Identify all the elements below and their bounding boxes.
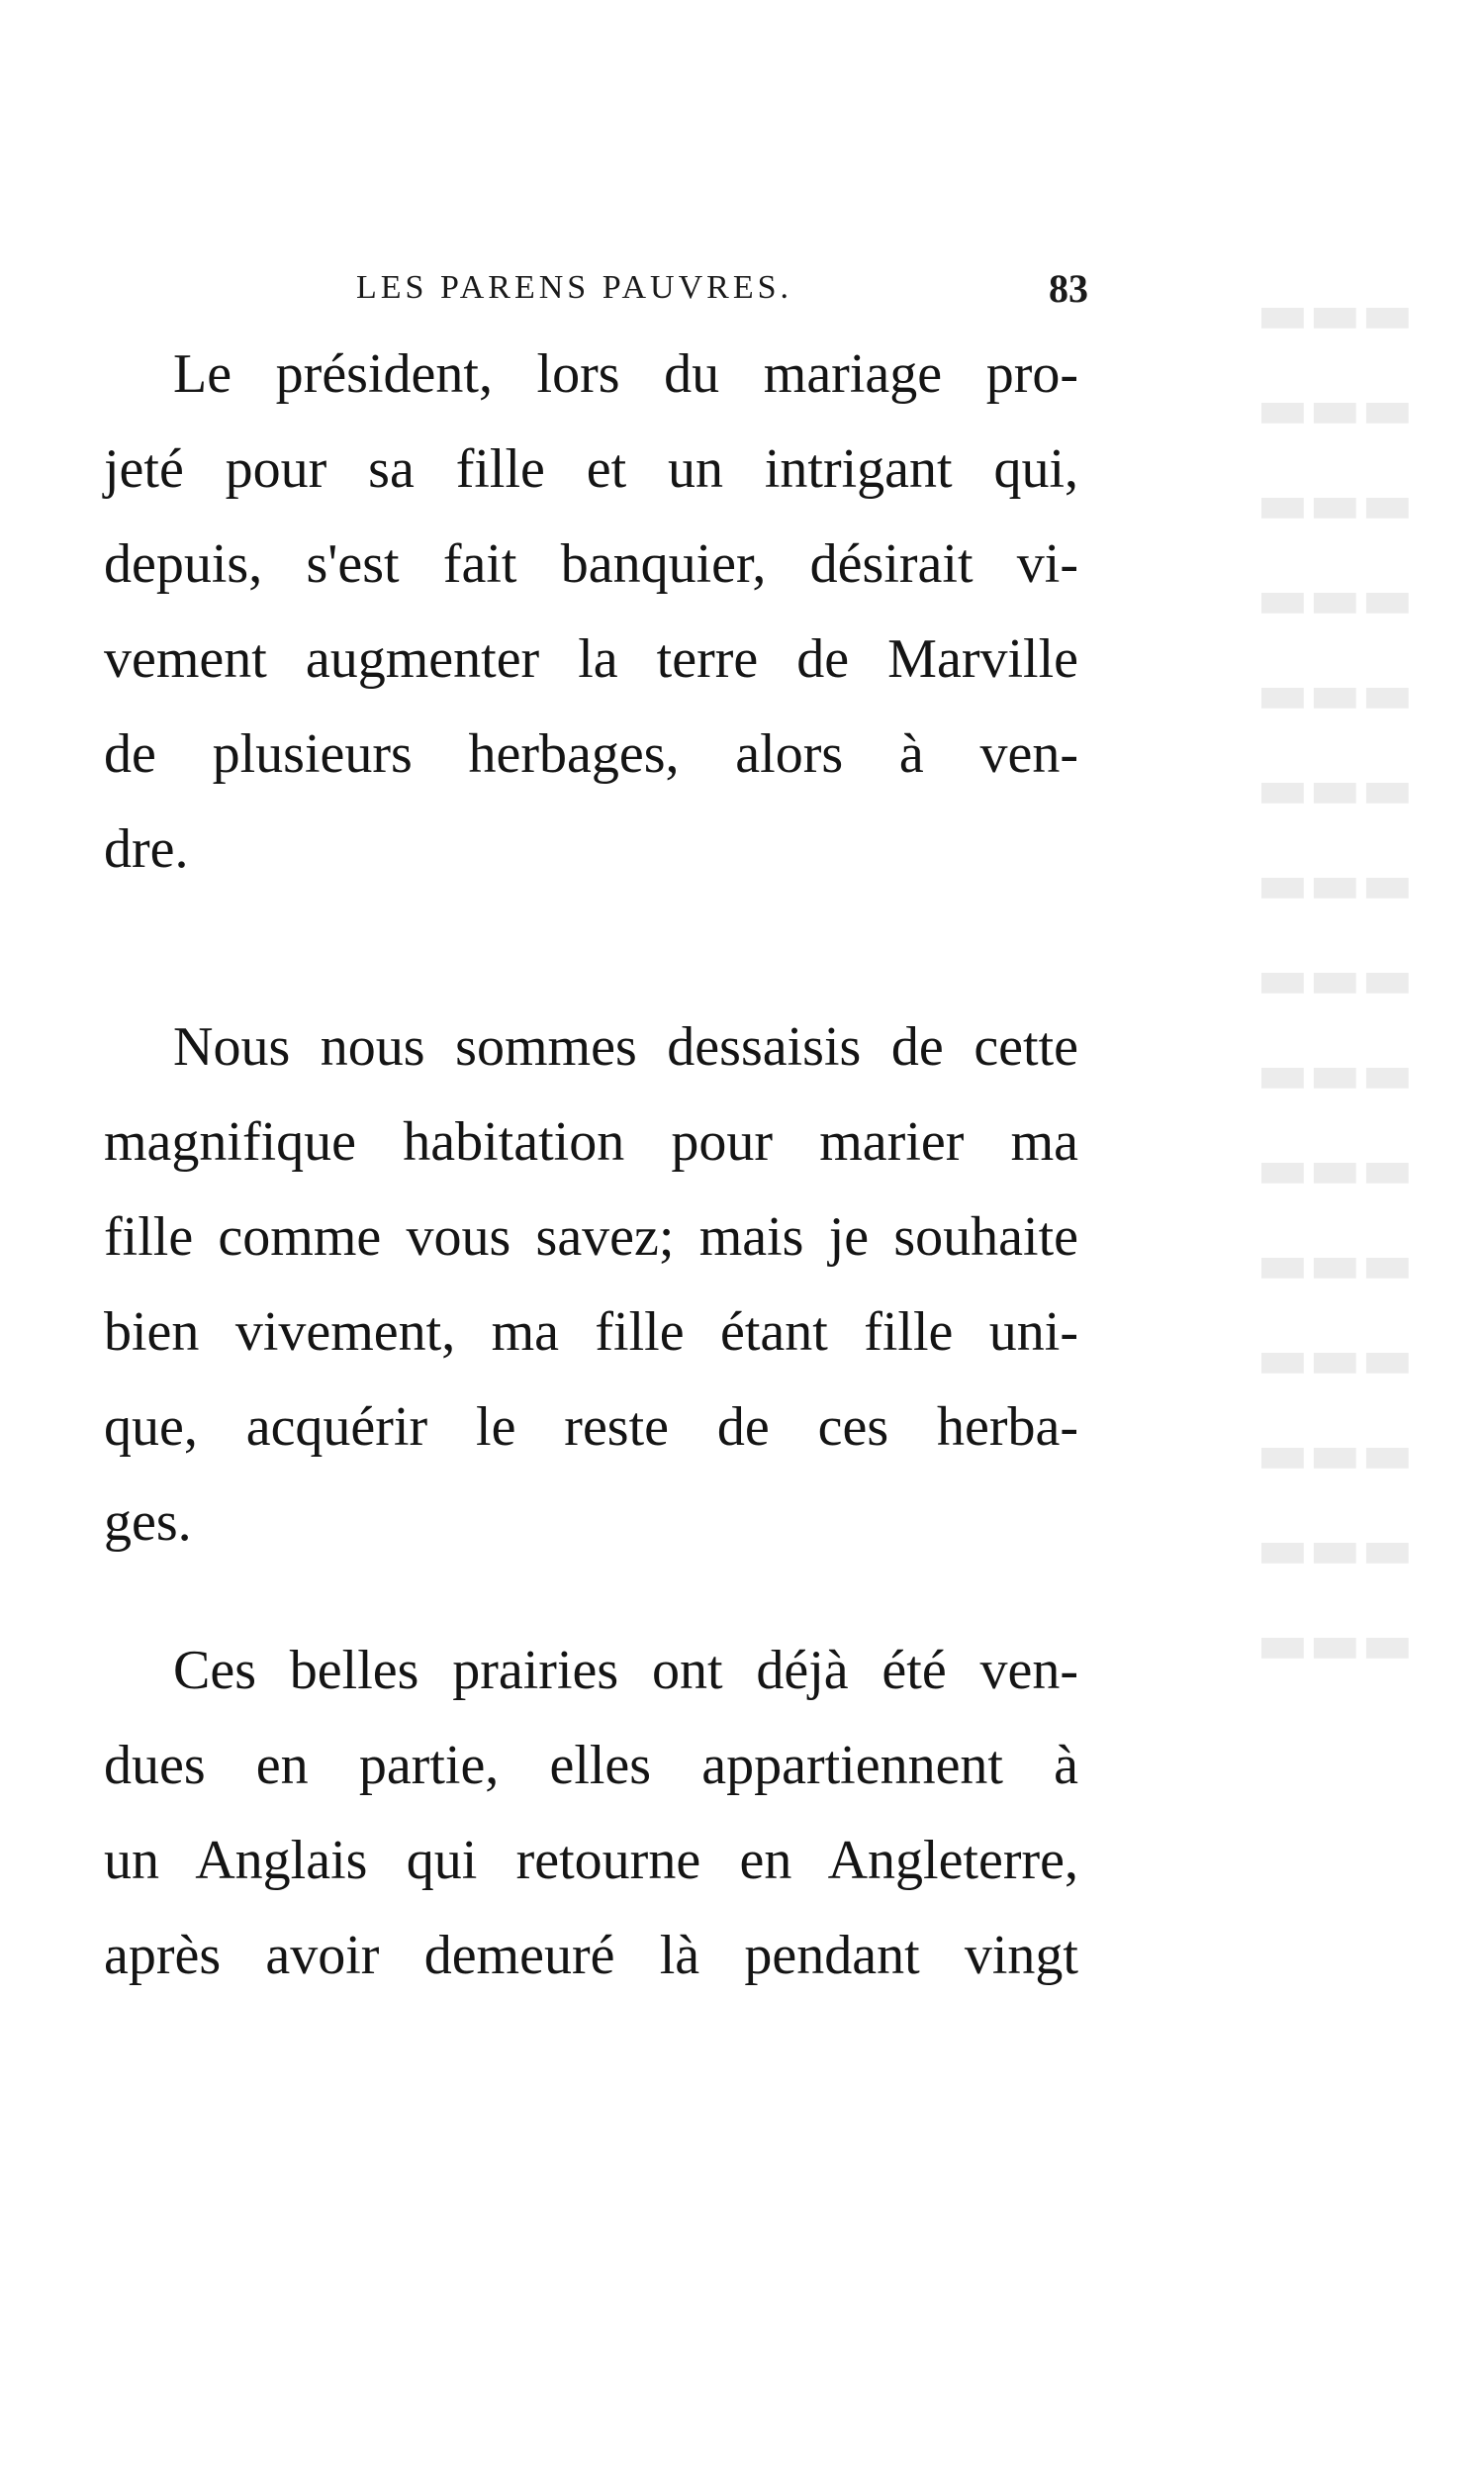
text-line: dues en partie, elles appartiennent à: [104, 1735, 1078, 1796]
paragraph-1: [104, 327, 1078, 897]
text-line: magnifique habitation pour marier ma: [104, 1111, 1078, 1173]
text-line: Ces belles prairies ont déjà été ven-: [173, 1640, 1078, 1701]
text-line: de plusieurs herbages, alors à ven-: [104, 723, 1078, 785]
paragraph-2: [104, 999, 1078, 1570]
text-line: un Anglais qui retourne en Angleterre,: [104, 1830, 1078, 1891]
running-title: LES PARENS PAUVRES.: [356, 269, 793, 306]
text-line: que, acquérir le reste de ces herba-: [104, 1396, 1078, 1458]
text-line: après avoir demeuré là pendant vingt: [104, 1925, 1078, 1986]
text-line: bien vivement, ma fille étant fille uni-: [104, 1301, 1078, 1363]
text-line: Nous nous sommes dessaisis de cette: [173, 1016, 1078, 1078]
text-line: depuis, s'est fait banquier, désirait vi-: [104, 533, 1078, 595]
text-line: ges.: [104, 1491, 192, 1553]
text-line: Le président, lors du mariage pro-: [173, 343, 1078, 405]
text-line: vement augmenter la terre de Marville: [104, 628, 1078, 690]
paragraph-3: [104, 1623, 1078, 2003]
bleed-through-texture: ▬▬▬ ▬▬▬ ▬▬▬ ▬▬▬ ▬▬▬ ▬▬▬ ▬▬▬ ▬▬▬ ▬▬▬ ▬▬▬ ▬▬▬ ▬▬▬ ▬▬▬ ▬▬▬ ▬▬▬: [1256, 282, 1414, 1676]
page-number: 83: [1049, 266, 1088, 311]
text-line: dre.: [104, 818, 189, 880]
text-line: jeté pour sa fille et un intrigant qui,: [104, 438, 1078, 500]
running-head: [356, 266, 1088, 319]
text-line: fille comme vous savez; mais je souhaite: [104, 1206, 1078, 1268]
